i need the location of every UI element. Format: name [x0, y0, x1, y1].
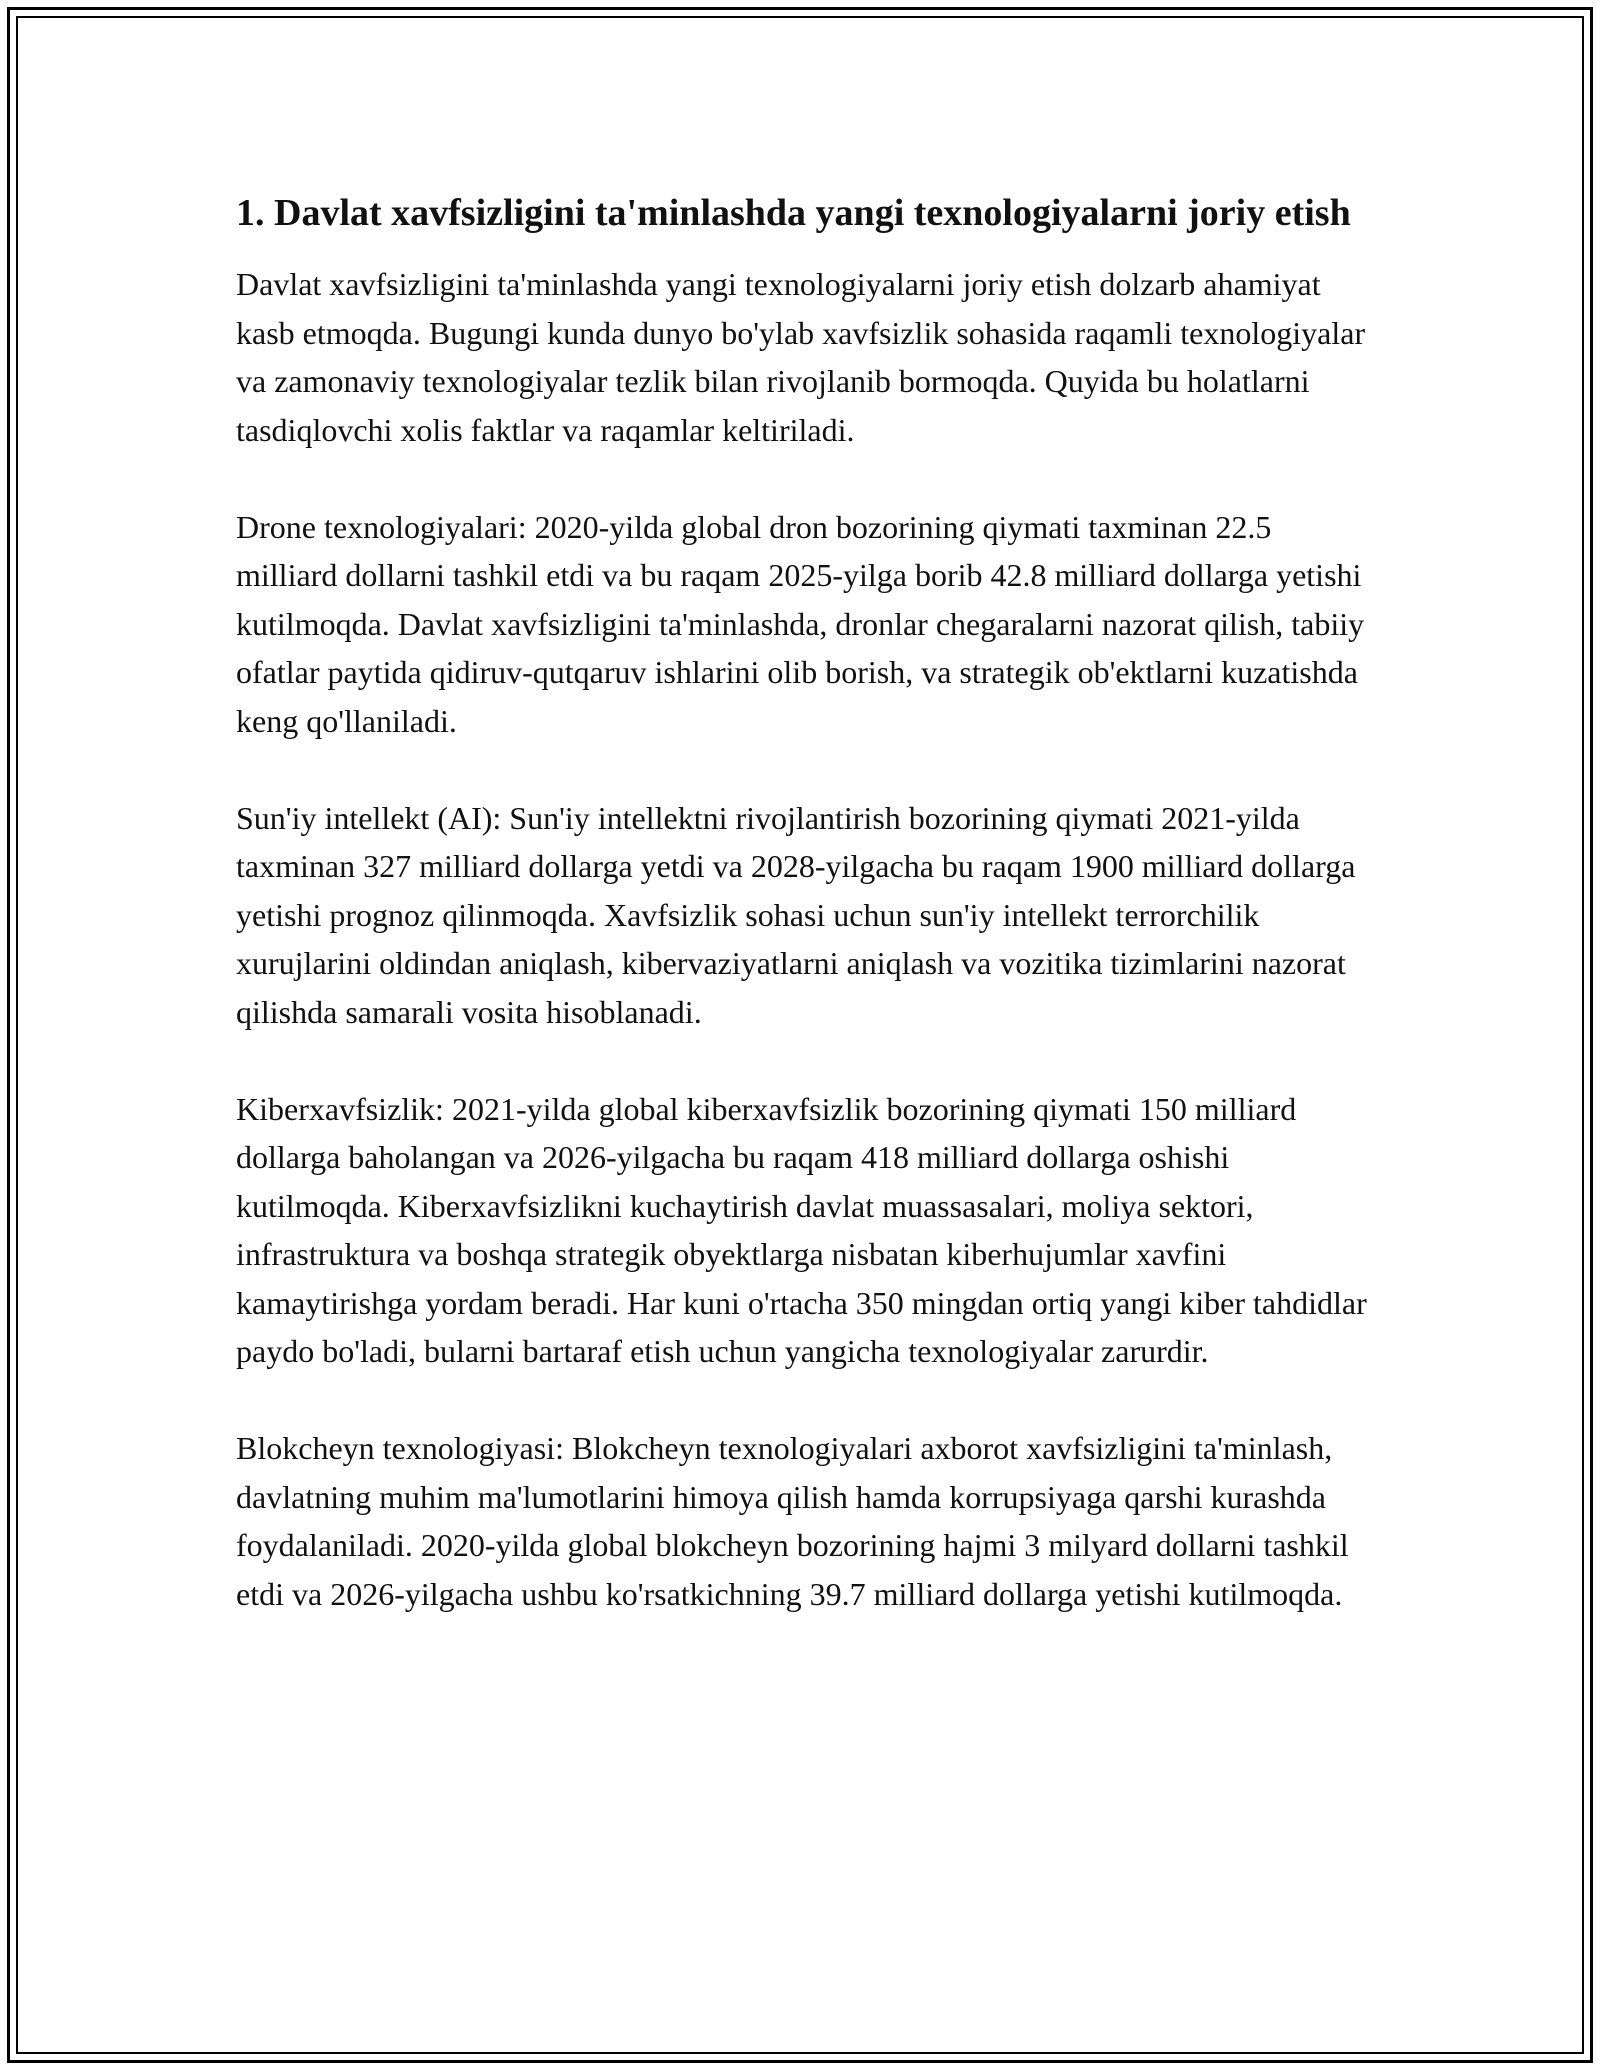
- paragraph-blockchain: Blokcheyn texnologiyasi: Blokcheyn texnologiyalari axborot xavfsizligini ta'minlash, davlatning muhim ma'lumotlarini himoya qilish hamda korrupsiyaga qarshi kurashda foydalaniladi. 2020-yilda global blokcheyn bozorining hajmi 3 milyard dollarni tashkil etdi va 2026-yilgacha ushbu ko'rsatkichning 39.7 milliard dollarga yetishi kutilmoqda.: [236, 1430, 1349, 1612]
- paragraph-intro: Davlat xavfsizligini ta'minlashda yangi texnologiyalarni joriy etish dolzarb ahamiyat kasb etmoqda. Bugungi kunda dunyo bo'ylab xavfsizlik sohasida raqamli texnologiyalar va zamonaviy texnologiyalar tezlik bilan rivojlanib bormoqda. Quyida bu holatlarni tasdiqlovchi xolis faktlar va raqamlar keltiriladi.: [236, 266, 1366, 448]
- paragraph-ai: Sun'iy intellekt (AI): Sun'iy intellektni rivojlantirish bozorining qiymati 2021-yilda taxminan 327 milliard dollarga yetdi va 2028-yilgacha bu raqam 1900 milliard dollarga yetishi prognoz qilinmoqda. Xavfsizlik sohasi uchun sun'iy intellekt terrorchilik xurujlarini oldindan aniqlash, kibervaziyatlarni aniqlash va vozitika tizimlarini nazorat qilishda samarali vosita hisoblanadi.: [236, 799, 1356, 1030]
- document-body: [236, 186, 1376, 1667]
- section-heading: 1. Davlat xavfsizligini ta'minlashda yangi texnologiyalarni joriy etish: [236, 192, 1351, 234]
- paragraph-drones: Drone texnologiyalari: 2020-yilda global dron bozorining qiymati taxminan 22.5 milliard dollarni tashkil etdi va bu raqam 2025-yilga borib 42.8 milliard dollarga yetishi kutilmoqda. Davlat xavfsizligini ta'minlashda, dronlar chegaralarni nazorat qilish, tabiiy ofatlar paytida qidiruv-qutqaruv ishlarini olib borish, va strategik ob'ektlarni kuzatishda keng qo'llaniladi.: [236, 508, 1365, 739]
- paragraph-cybersecurity: Kiberxavfsizlik: 2021-yilda global kiberxavfsizlik bozorining qiymati 150 milliard dollarga baholangan va 2026-yilgacha bu raqam 418 milliard dollarga oshishi kutilmoqda. Kiberxavfsizlikni kuchaytirish davlat muassasalari, moliya sektori, infrastruktura va boshqa strategik obyektlarga nisbatan kiberhujumlar xavfini kamaytirishga yordam beradi. Har kuni o'rtacha 350 mingdan ortiq yangi kiber tahdidlar paydo bo'ladi, bularni bartaraf etish uchun yangicha texnologiyalar zarurdir.: [236, 1090, 1367, 1369]
